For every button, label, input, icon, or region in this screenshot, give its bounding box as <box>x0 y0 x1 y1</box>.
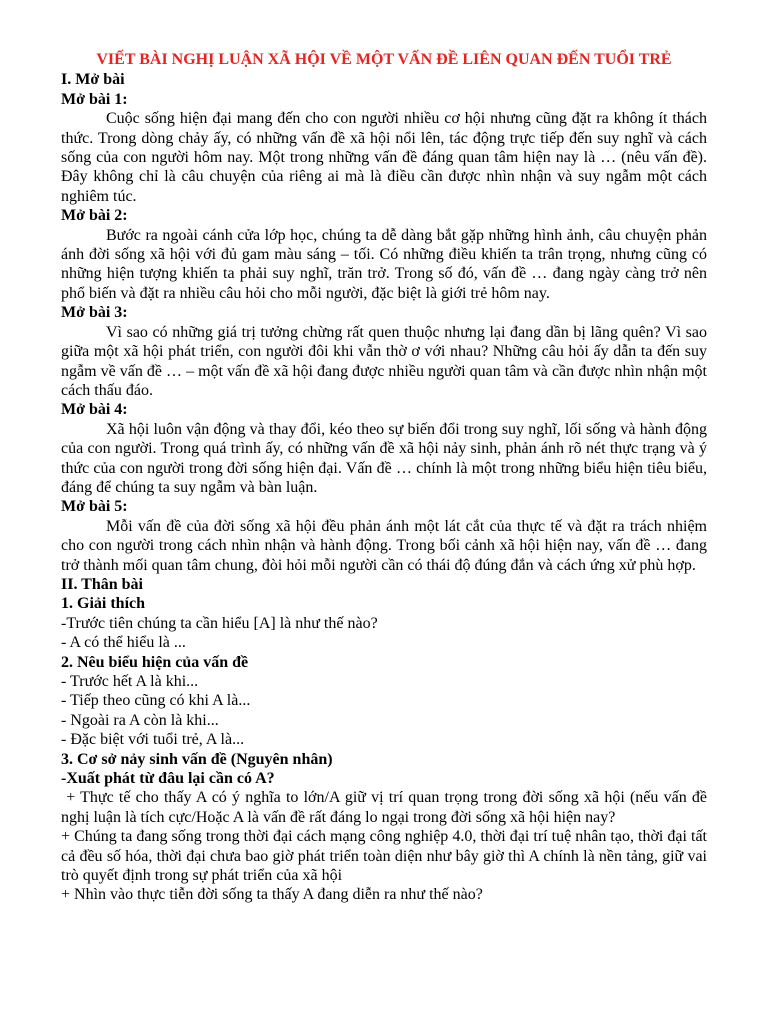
list-item: - Trước hết A là khi... <box>61 673 199 690</box>
list-item: + Thực tế cho thấy A có ý nghĩa to lớn/A giữ vị trí quan trọng trong đời sống xã hội (nếu vấn đề nghị luận là tích cực/Hoặc A là vấn đề rất đáng lo ngại trong đời sống xã hội hiện nay? <box>61 789 711 826</box>
list-item: - Ngoài ra A còn là khi... <box>61 711 219 729</box>
opening-paragraph: Bước ra ngoài cánh cửa lớp học, chúng ta dễ dàng bắt gặp những hình ảnh, câu chuyện phản ánh đời sống xã hội với đủ gam màu sáng – tối. Có những điều khiến ta trân trọng, nhưng cũng có những hiện tượng khiến ta phải suy nghĩ, trăn trở. Trong số đó, vấn đề … đang ngày càng trở nên phổ biến và đặt ra nhiều câu hỏi cho mỗi người, đặc biệt là giới trẻ hôm nay. <box>61 226 707 302</box>
list-item: + Chúng ta đang sống trong thời đại cách mạng công nghiệp 4.0, thời đại trí tuệ nhân tạo, thời đại tất cả đều số hóa, thời đại chưa bao giờ phát triển toàn diện như bây giờ thì A chính là nền tảng, giữ vai trò quyết định trong sự phát triển của xã hội <box>61 828 707 885</box>
opening-paragraph: Mỗi vấn đề của đời sống xã hội đều phản ánh một lát cắt của thực tế và đặt ra trách nhiệm cho con người trong cách nhìn nhận và hành động. Trong bối cảnh xã hội hiện nay, vấn đề … đang trở thành mối quan tâm chung, đòi hỏi mỗi người cần có thái độ đúng đắn và cách ứng xử phù hợp. <box>61 517 707 574</box>
opening-label: Mở bài 3: <box>61 304 128 322</box>
document-title: VIẾT BÀI NGHỊ LUẬN XÃ HỘI VỀ MỘT VẤN ĐỀ LIÊN QUAN ĐẾN TUỔI TRẺ <box>96 51 672 68</box>
section-heading-intro: I. Mở bài <box>61 71 125 89</box>
list-item: -Trước tiên chúng ta cần hiểu [A] là như thế nào? <box>61 614 378 632</box>
list-item: - A có thể hiểu là ... <box>61 634 186 652</box>
opening-paragraph: Vì sao có những giá trị tưởng chừng rất quen thuộc nhưng lại đang dần bị lãng quên? Vì sao giữa một xã hội phát triển, con người đôi khi vẫn thờ ơ với nhau? Những câu hỏi ấy dẫn ta đến suy ngẫm về vấn đề … – một vấn đề xã hội đang được nhiều người quan tâm và cần được nhìn nhận một cách thấu đáo. <box>61 323 707 399</box>
opening-label: Mở bài 5: <box>61 498 128 516</box>
opening-paragraph: Cuộc sống hiện đại mang đến cho con người nhiều cơ hội nhưng cũng đặt ra không ít thách thức. Trong dòng chảy ấy, có những vấn đề xã hội nổi lên, tác động trực tiếp đến suy nghĩ và cách sống của con người hôm nay. Một trong những vấn đề đáng quan tâm hiện nay là … (nêu vấn đề). Đây không chỉ là câu chuyện của riêng ai mà là điều cần được nhìn nhận và suy ngẫm một cách nghiêm túc. <box>61 110 707 205</box>
causes-question: -Xuất phát từ đâu lại cần có A? <box>61 770 275 788</box>
subsection-heading-causes: 3. Cơ sở nảy sinh vấn đề (Nguyên nhân) <box>61 750 333 768</box>
subsection-heading-explanation: 1. Giải thích <box>61 595 146 613</box>
list-item: + Nhìn vào thực tiễn đời sống ta thấy A đang diễn ra như thế nào? <box>61 886 483 904</box>
opening-label: Mở bài 2: <box>61 207 128 225</box>
list-item: - Tiếp theo cũng có khi A là... <box>61 692 251 710</box>
list-item: - Đặc biệt với tuổi trẻ, A là... <box>61 731 245 749</box>
opening-paragraph: Xã hội luôn vận động và thay đổi, kéo theo sự biến đổi trong suy nghĩ, lối sống và hành động của con người. Trong quá trình ấy, có những vấn đề xã hội nảy sinh, phản ánh rõ nét thực trạng và ý thức của con người trong đời sống hiện đại. Vấn đề … chính là một trong những biểu hiện tiêu biểu, đáng để chúng ta suy ngẫm và bàn luận. <box>61 420 707 496</box>
opening-label: Mở bài 4: <box>61 401 128 419</box>
opening-label: Mở bài 1: <box>61 90 128 108</box>
subsection-heading-manifestation: 2. Nêu biểu hiện của vấn đề <box>61 653 249 671</box>
section-heading-body: II. Thân bài <box>61 575 143 593</box>
